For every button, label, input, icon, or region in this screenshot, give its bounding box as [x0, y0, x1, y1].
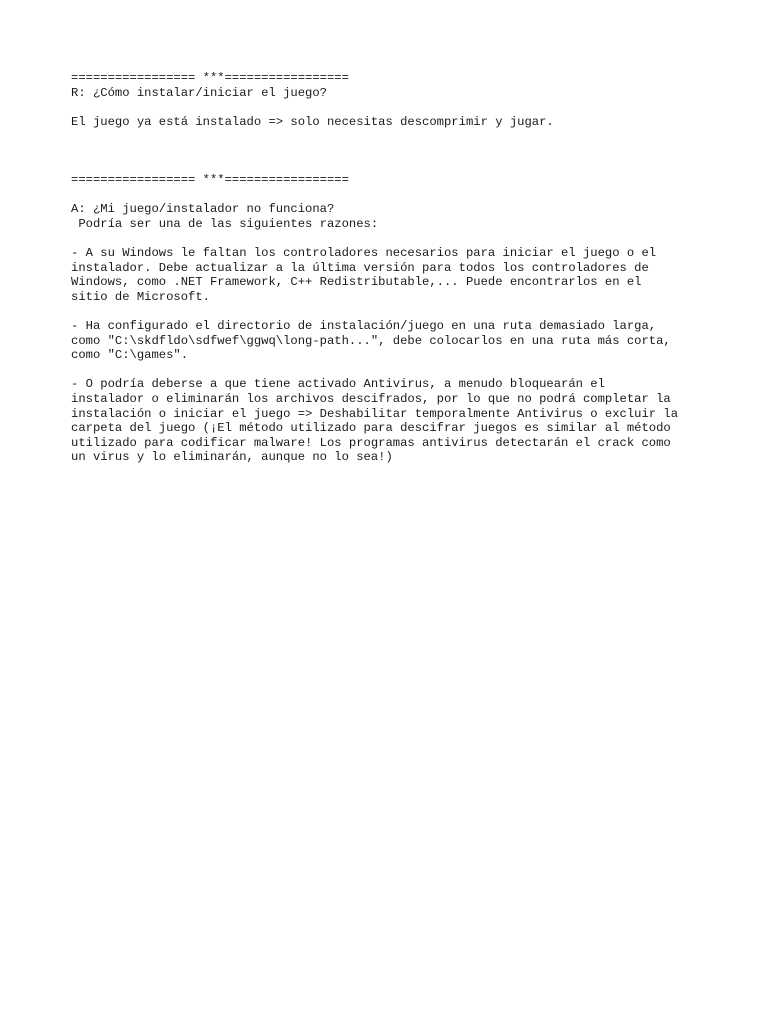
- reason-paragraph: [71, 377, 761, 465]
- document-body: [71, 71, 761, 465]
- blank-line: [71, 129, 761, 144]
- paragraph-line: instalador. Debe actualizar a la última versión para todos los controladores de: [71, 260, 649, 275]
- question-heading: R: ¿Cómo instalar/iniciar el juego?: [71, 85, 327, 100]
- separator-line: ================= ***=================: [71, 71, 349, 85]
- paragraph-line: un virus y lo eliminarán, aunque no lo sea!): [71, 450, 393, 465]
- separator-line: ================= ***=================: [71, 173, 349, 188]
- intro-text: Podría ser una de las siguientes razones:: [71, 216, 379, 231]
- paragraph-line: utilizado para codificar malware! Los programas antivirus detectarán el crack como: [71, 435, 671, 450]
- answer-text: El juego ya está instalado => solo necesitas descomprimir y jugar.: [71, 114, 554, 129]
- reason-paragraph: [71, 246, 761, 304]
- blank-line: [71, 144, 761, 159]
- paragraph-line: Windows, como .NET Framework, C++ Redistributable,... Puede encontrarlos en el: [71, 275, 642, 290]
- paragraph-line: como "C:\skdfldo\sdfwef\ggwq\long-path...", debe colocarlos en una ruta más corta,: [71, 333, 671, 348]
- paragraph-line: - Ha configurado el directorio de instalación/juego en una ruta demasiado larga,: [71, 319, 657, 334]
- paragraph-line: como "C:\games".: [71, 348, 189, 363]
- blank-line: [71, 188, 761, 203]
- paragraph-line: instalador o eliminarán los archivos descifrados, por lo que no podrá completar la: [71, 392, 671, 407]
- blank-line: [71, 232, 761, 247]
- paragraph-line: sitio de Microsoft.: [71, 289, 210, 304]
- paragraph-line: carpeta del juego (¡El método utilizado para descifrar juegos es similar al método: [71, 421, 671, 436]
- paragraph-line: - O podría deberse a que tiene activado Antivirus, a menudo bloquearán el: [71, 377, 605, 392]
- question-heading: A: ¿Mi juego/instalador no funciona?: [71, 202, 335, 217]
- blank-line: [71, 363, 761, 378]
- paragraph-line: instalación o iniciar el juego => Deshabilitar temporalmente Antivirus o excluir la: [71, 406, 679, 421]
- blank-line: [71, 305, 761, 320]
- blank-line: [71, 100, 761, 115]
- reason-paragraph: [71, 319, 761, 363]
- paragraph-line: - A su Windows le faltan los controladores necesarios para iniciar el juego o el: [71, 246, 657, 261]
- blank-line: [71, 159, 761, 174]
